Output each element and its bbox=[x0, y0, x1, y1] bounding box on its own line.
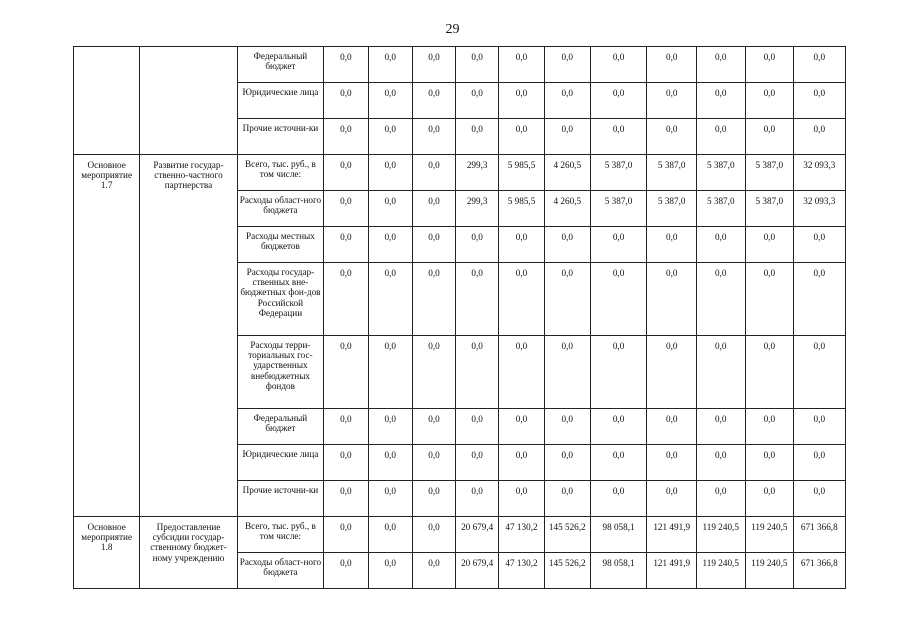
value-cell: 47 130,2 bbox=[499, 553, 545, 589]
value-cell: 0,0 bbox=[544, 119, 590, 155]
funding-source-cell: Расходы област-ного бюджета bbox=[237, 553, 324, 589]
value-cell: 32 093,3 bbox=[794, 155, 845, 191]
value-cell: 0,0 bbox=[696, 336, 745, 409]
value-cell: 0,0 bbox=[412, 155, 455, 191]
value-cell: 0,0 bbox=[368, 553, 412, 589]
value-cell: 119 240,5 bbox=[696, 517, 745, 553]
funding-source-cell: Расходы местных бюджетов bbox=[237, 227, 324, 263]
value-cell: 0,0 bbox=[412, 336, 455, 409]
value-cell: 0,0 bbox=[324, 336, 368, 409]
value-cell: 0,0 bbox=[794, 83, 845, 119]
value-cell: 0,0 bbox=[544, 481, 590, 517]
value-cell: 5 387,0 bbox=[696, 155, 745, 191]
value-cell: 0,0 bbox=[456, 481, 499, 517]
value-cell: 4 260,5 bbox=[544, 191, 590, 227]
value-cell: 0,0 bbox=[324, 227, 368, 263]
value-cell: 47 130,2 bbox=[499, 517, 545, 553]
value-cell: 0,0 bbox=[647, 409, 697, 445]
value-cell: 0,0 bbox=[696, 409, 745, 445]
value-cell: 299,3 bbox=[456, 155, 499, 191]
value-cell: 0,0 bbox=[647, 263, 697, 336]
value-cell: 0,0 bbox=[499, 336, 545, 409]
value-cell: 0,0 bbox=[647, 481, 697, 517]
value-cell: 0,0 bbox=[324, 553, 368, 589]
value-cell: 671 366,8 bbox=[794, 553, 845, 589]
value-cell: 0,0 bbox=[456, 47, 499, 83]
value-cell: 671 366,8 bbox=[794, 517, 845, 553]
value-cell: 0,0 bbox=[412, 227, 455, 263]
value-cell: 5 387,0 bbox=[745, 155, 794, 191]
value-cell: 0,0 bbox=[368, 191, 412, 227]
value-cell: 0,0 bbox=[590, 445, 647, 481]
value-cell: 0,0 bbox=[368, 517, 412, 553]
value-cell: 0,0 bbox=[456, 119, 499, 155]
value-cell: 145 526,2 bbox=[544, 517, 590, 553]
event-cell: Основное мероприятие 1.8 bbox=[74, 517, 140, 589]
value-cell: 0,0 bbox=[456, 227, 499, 263]
value-cell: 0,0 bbox=[412, 517, 455, 553]
value-cell: 0,0 bbox=[412, 83, 455, 119]
value-cell: 0,0 bbox=[590, 119, 647, 155]
value-cell: 5 387,0 bbox=[745, 191, 794, 227]
value-cell: 0,0 bbox=[499, 227, 545, 263]
value-cell: 4 260,5 bbox=[544, 155, 590, 191]
funding-source-cell: Расходы област-ного бюджета bbox=[237, 191, 324, 227]
funding-source-cell: Юридические лица bbox=[237, 445, 324, 481]
value-cell: 0,0 bbox=[412, 119, 455, 155]
value-cell: 0,0 bbox=[368, 481, 412, 517]
value-cell: 0,0 bbox=[324, 481, 368, 517]
value-cell: 0,0 bbox=[324, 119, 368, 155]
value-cell: 0,0 bbox=[696, 83, 745, 119]
value-cell: 0,0 bbox=[412, 553, 455, 589]
value-cell: 0,0 bbox=[368, 227, 412, 263]
event-name-cell: Развитие государ-ственно-частного партнерства bbox=[140, 155, 237, 517]
value-cell: 0,0 bbox=[590, 47, 647, 83]
value-cell: 5 387,0 bbox=[590, 191, 647, 227]
value-cell: 0,0 bbox=[696, 263, 745, 336]
event-name-cell: Предоставление субсидии государ-ственному бюджет-ному учреждению bbox=[140, 517, 237, 589]
value-cell: 0,0 bbox=[544, 227, 590, 263]
value-cell: 0,0 bbox=[324, 155, 368, 191]
page-number: 29 bbox=[445, 22, 460, 37]
value-cell: 0,0 bbox=[544, 409, 590, 445]
value-cell: 0,0 bbox=[794, 445, 845, 481]
value-cell: 0,0 bbox=[499, 263, 545, 336]
value-cell: 0,0 bbox=[696, 445, 745, 481]
value-cell: 0,0 bbox=[324, 191, 368, 227]
value-cell: 5 387,0 bbox=[647, 191, 697, 227]
value-cell: 0,0 bbox=[745, 83, 794, 119]
value-cell: 0,0 bbox=[590, 263, 647, 336]
value-cell: 0,0 bbox=[794, 481, 845, 517]
value-cell: 0,0 bbox=[696, 47, 745, 83]
value-cell: 0,0 bbox=[544, 336, 590, 409]
value-cell: 0,0 bbox=[590, 83, 647, 119]
value-cell: 119 240,5 bbox=[745, 553, 794, 589]
funding-source-cell: Расходы терри-ториальных гос-ударственных внебюджетных фондов bbox=[237, 336, 324, 409]
value-cell: 0,0 bbox=[368, 155, 412, 191]
funding-source-cell: Юридические лица bbox=[237, 83, 324, 119]
funding-source-cell: Прочие источни-ки bbox=[237, 481, 324, 517]
value-cell: 119 240,5 bbox=[696, 553, 745, 589]
value-cell: 0,0 bbox=[794, 227, 845, 263]
value-cell: 0,0 bbox=[696, 119, 745, 155]
value-cell: 0,0 bbox=[647, 47, 697, 83]
value-cell: 0,0 bbox=[647, 119, 697, 155]
value-cell: 0,0 bbox=[456, 336, 499, 409]
funding-source-cell: Федеральный бюджет bbox=[237, 409, 324, 445]
value-cell: 98 058,1 bbox=[590, 517, 647, 553]
value-cell: 299,3 bbox=[456, 191, 499, 227]
value-cell: 5 985,5 bbox=[499, 191, 545, 227]
funding-source-cell: Всего, тыс. руб., в том числе: bbox=[237, 517, 324, 553]
value-cell: 20 679,4 bbox=[456, 517, 499, 553]
value-cell: 0,0 bbox=[499, 83, 545, 119]
value-cell: 0,0 bbox=[745, 336, 794, 409]
value-cell: 0,0 bbox=[647, 336, 697, 409]
value-cell: 0,0 bbox=[412, 445, 455, 481]
funding-source-cell: Расходы государ-ственных вне-бюджетных фон-дов Российской Федерации bbox=[237, 263, 324, 336]
value-cell: 0,0 bbox=[544, 47, 590, 83]
value-cell: 0,0 bbox=[647, 83, 697, 119]
value-cell: 0,0 bbox=[745, 119, 794, 155]
value-cell: 0,0 bbox=[745, 481, 794, 517]
value-cell: 0,0 bbox=[696, 481, 745, 517]
value-cell: 0,0 bbox=[590, 227, 647, 263]
value-cell: 0,0 bbox=[544, 263, 590, 336]
value-cell: 0,0 bbox=[324, 47, 368, 83]
value-cell: 0,0 bbox=[412, 481, 455, 517]
value-cell: 145 526,2 bbox=[544, 553, 590, 589]
value-cell: 0,0 bbox=[794, 336, 845, 409]
value-cell: 0,0 bbox=[499, 409, 545, 445]
value-cell: 0,0 bbox=[590, 481, 647, 517]
value-cell: 0,0 bbox=[324, 263, 368, 336]
value-cell: 0,0 bbox=[324, 83, 368, 119]
value-cell: 0,0 bbox=[794, 119, 845, 155]
value-cell: 0,0 bbox=[368, 119, 412, 155]
value-cell: 32 093,3 bbox=[794, 191, 845, 227]
value-cell: 0,0 bbox=[745, 47, 794, 83]
value-cell: 0,0 bbox=[745, 445, 794, 481]
value-cell: 0,0 bbox=[647, 445, 697, 481]
value-cell: 0,0 bbox=[412, 47, 455, 83]
value-cell: 0,0 bbox=[324, 445, 368, 481]
value-cell: 0,0 bbox=[412, 409, 455, 445]
value-cell: 0,0 bbox=[794, 47, 845, 83]
value-cell: 0,0 bbox=[745, 263, 794, 336]
value-cell: 20 679,4 bbox=[456, 553, 499, 589]
table-row bbox=[74, 155, 905, 191]
value-cell: 0,0 bbox=[590, 336, 647, 409]
value-cell: 0,0 bbox=[499, 119, 545, 155]
event-cell: Основное мероприятие 1.7 bbox=[74, 155, 140, 517]
value-cell: 0,0 bbox=[745, 409, 794, 445]
event-cell bbox=[74, 47, 140, 155]
value-cell: 0,0 bbox=[544, 83, 590, 119]
event-name-cell bbox=[140, 47, 237, 155]
value-cell: 0,0 bbox=[590, 409, 647, 445]
value-cell: 0,0 bbox=[499, 445, 545, 481]
value-cell: 0,0 bbox=[794, 409, 845, 445]
value-cell: 5 387,0 bbox=[590, 155, 647, 191]
value-cell: 0,0 bbox=[456, 445, 499, 481]
table-row bbox=[74, 517, 905, 553]
value-cell: 121 491,9 bbox=[647, 553, 697, 589]
value-cell: 0,0 bbox=[368, 409, 412, 445]
value-cell: 5 985,5 bbox=[499, 155, 545, 191]
value-cell: 5 387,0 bbox=[696, 191, 745, 227]
budget-table bbox=[73, 46, 905, 589]
value-cell: 0,0 bbox=[412, 191, 455, 227]
value-cell: 5 387,0 bbox=[647, 155, 697, 191]
value-cell: 0,0 bbox=[456, 409, 499, 445]
value-cell: 0,0 bbox=[499, 47, 545, 83]
value-cell: 0,0 bbox=[368, 336, 412, 409]
value-cell: 0,0 bbox=[412, 263, 455, 336]
value-cell: 0,0 bbox=[456, 83, 499, 119]
value-cell: 98 058,1 bbox=[590, 553, 647, 589]
funding-source-cell: Федеральный бюджет bbox=[237, 47, 324, 83]
funding-source-cell: Всего, тыс. руб., в том числе: bbox=[237, 155, 324, 191]
value-cell: 0,0 bbox=[499, 481, 545, 517]
value-cell: 121 491,9 bbox=[647, 517, 697, 553]
value-cell: 119 240,5 bbox=[745, 517, 794, 553]
value-cell: 0,0 bbox=[745, 227, 794, 263]
table-row bbox=[74, 47, 905, 83]
value-cell: 0,0 bbox=[368, 47, 412, 83]
value-cell: 0,0 bbox=[368, 263, 412, 336]
value-cell: 0,0 bbox=[544, 445, 590, 481]
funding-source-cell: Прочие источни-ки bbox=[237, 119, 324, 155]
value-cell: 0,0 bbox=[368, 83, 412, 119]
value-cell: 0,0 bbox=[368, 445, 412, 481]
value-cell: 0,0 bbox=[794, 263, 845, 336]
value-cell: 0,0 bbox=[647, 227, 697, 263]
value-cell: 0,0 bbox=[696, 227, 745, 263]
value-cell: 0,0 bbox=[324, 409, 368, 445]
value-cell: 0,0 bbox=[456, 263, 499, 336]
value-cell: 0,0 bbox=[324, 517, 368, 553]
